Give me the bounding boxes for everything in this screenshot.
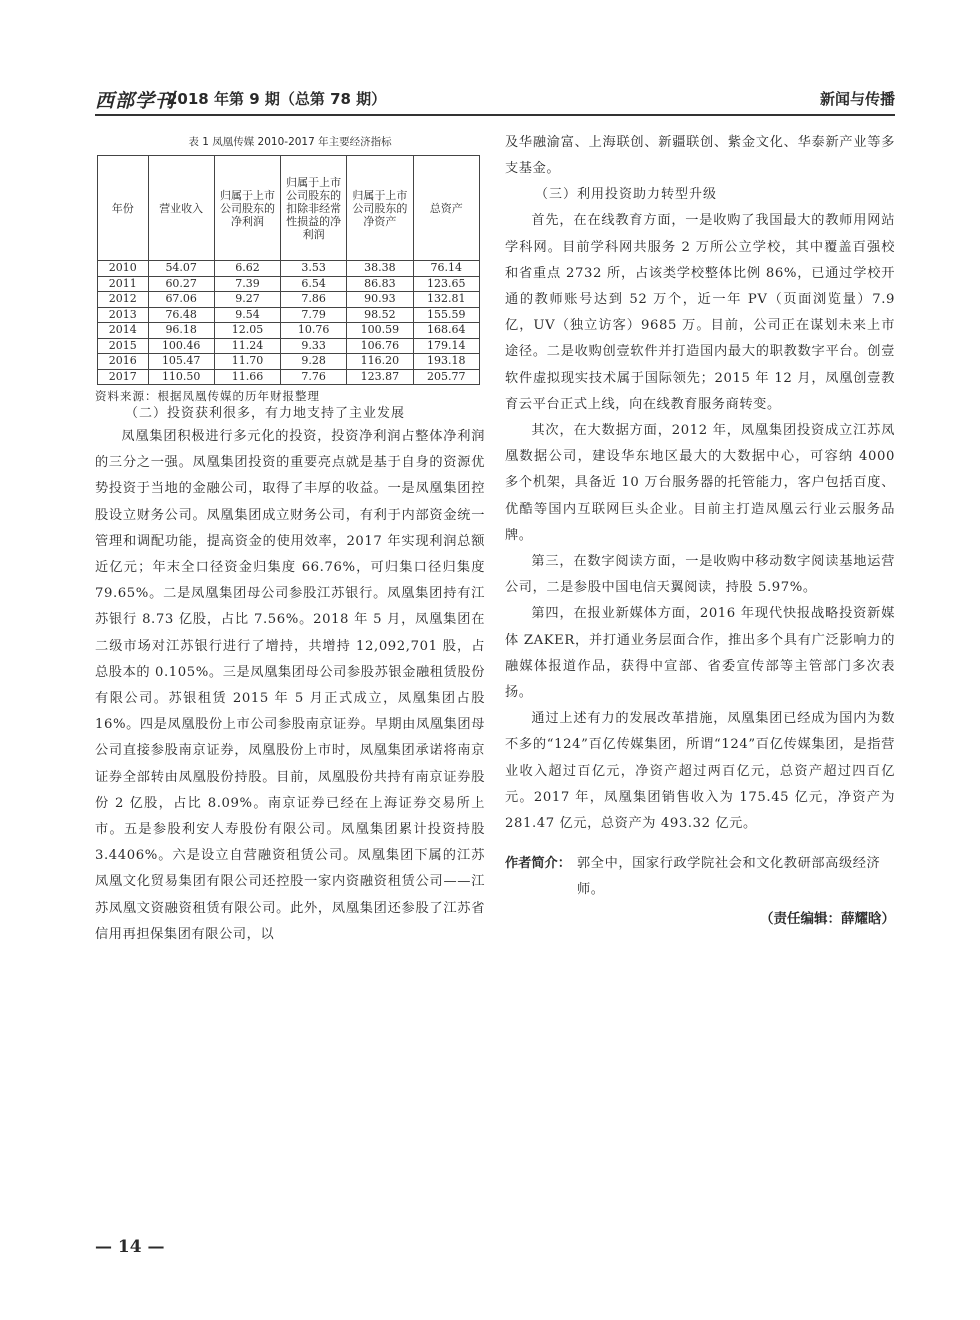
responsible-editor: （责任编辑：薛耀晗） — [760, 911, 895, 928]
body-paragraph-online-education: 首先，在在线教育方面，一是收购了我国最大的教师用网站学科网。目前学科网共服务 2 万所公立学校，其中覆盖百强校和省重点 2732 所，占该类学校整体比例 86%，已通过学校开通的教师账号达到 52 万个，近一年 PV（页面浏览量）7.9 亿，UV（独立访客）9685 万。目前，公司正在谋划未来上市途径。二是收购创壹软件并打造国内最大的职教数字平台。创壹软件虚拟现实技术属于国际领先；2015 年 12 月，凤凰创壹教育云平台正式上线，向在线教育服务商转变。 — [505, 213, 895, 412]
cell-net-profit: 11.66 — [214, 369, 280, 385]
cell-net-assets: 100.59 — [347, 323, 413, 339]
table-row — [98, 338, 480, 354]
header-adjusted-net-profit: 归属于上市公司股东的扣除非经常性损益的净利润 — [281, 156, 347, 261]
cell-revenue: 105.47 — [148, 354, 214, 370]
author-label: 作者简介： — [505, 856, 571, 872]
cell-adjusted-net-profit: 7.86 — [281, 292, 347, 308]
cell-net-assets: 98.52 — [347, 307, 413, 323]
cell-year: 2013 — [98, 307, 149, 323]
table-row — [98, 323, 480, 339]
table-row — [98, 276, 480, 292]
running-header — [95, 86, 895, 114]
cell-adjusted-net-profit: 7.79 — [281, 307, 347, 323]
cell-total-assets: 179.14 — [413, 338, 479, 354]
cell-revenue: 76.48 — [148, 307, 214, 323]
cell-net-profit: 9.54 — [214, 307, 280, 323]
table-caption: 表 1 凤凰传媒 2010-2017 年主要经济指标 — [188, 136, 392, 148]
left-column — [95, 130, 485, 948]
cell-total-assets: 155.59 — [413, 307, 479, 323]
header-total-assets: 总资产 — [413, 156, 479, 261]
body-paragraph-digital-reading: 第三，在数字阅读方面，一是收购中移动数字阅读基地运营公司，二是参股中国电信天翼阅读，持股 5.97%。 — [505, 554, 895, 596]
economic-indicators-table — [97, 155, 480, 385]
cell-revenue: 54.07 — [148, 261, 214, 277]
cell-total-assets: 123.65 — [413, 276, 479, 292]
cell-net-profit: 6.62 — [214, 261, 280, 277]
body-paragraph-continued: 及华融渝富、上海联创、新疆联创、紫金文化、华泰新产业等多支基金。 — [505, 135, 895, 177]
page-number: — 14 — — [95, 1237, 165, 1257]
cell-net-assets: 116.20 — [347, 354, 413, 370]
cell-total-assets: 193.18 — [413, 354, 479, 370]
table-row — [98, 261, 480, 277]
table-source-note: 资料来源：根据凤凰传媒的历年财报整理 — [95, 389, 320, 403]
right-column — [505, 130, 895, 927]
cell-total-assets: 132.81 — [413, 292, 479, 308]
table-row — [98, 354, 480, 370]
cell-revenue: 100.46 — [148, 338, 214, 354]
cell-net-profit: 12.05 — [214, 323, 280, 339]
header-net-profit: 归属于上市公司股东的净利润 — [214, 156, 280, 261]
section-subhead-3: （三）利用投资助力转型升级 — [535, 187, 718, 203]
cell-net-assets: 38.38 — [347, 261, 413, 277]
cell-adjusted-net-profit: 9.28 — [281, 354, 347, 370]
cell-adjusted-net-profit: 10.76 — [281, 323, 347, 339]
header-rule — [95, 114, 895, 116]
cell-year: 2015 — [98, 338, 149, 354]
cell-net-profit: 11.70 — [214, 354, 280, 370]
cell-net-profit: 11.24 — [214, 338, 280, 354]
table-header-row — [98, 156, 480, 261]
cell-total-assets: 168.64 — [413, 323, 479, 339]
body-paragraph: 凤凰集团积极进行多元化的投资，投资净利润占整体净利润的三分之一强。凤凰集团投资的重要亮点就是基于自身的资源优势投资于当地的金融公司，取得了丰厚的收益。一是凤凰集团控股设立财务公司。凤凰集团成立财务公司，有利于内部资金统一管理和调配功能，提高资金的使用效率，2017 年实现利润总额近亿元；年末全口径资金归集度 66.76%，可归集口径归集度 79.65%。二是凤凰集团母公司参股江苏银行。凤凰集团持有江苏银行 8.73 亿股，占比 7.56%。2018 年 5 月，凤凰集团在二级市场对江苏银行进行了增持，共增持 12,092,701 股，占总股本的 0.105%。三是凤凰集团母公司参股苏银金融租赁股份有限公司。苏银租赁 2015 年 5 月正式成立，凤凰集团占股 16%。四是凤凰股份上市公司参股南京证券。早期由凤凰集团母公司直接参股南京证券，凤凰股份上市时，凤凰集团承诺将南京证券全部转由凤凰股份持股。目前，凤凰股份共持有南京证券股份 2 亿股，占比 8.09%。南京证券已经在上海证券交易所上市。五是参股利安人寿股份有限公司。凤凰集团累计投资持股 3.4406%。六是设立自营融资租赁公司。凤凰集团下属的江苏凤凰文化贸易集团有限公司还控股一家内资融资租赁公司——江苏凤凰文资融资租赁有限公司。此外，凤凰集团还参股了江苏省信用再担保集团有限公司，以 — [95, 429, 485, 942]
table-row — [98, 307, 480, 323]
cell-net-profit: 7.39 — [214, 276, 280, 292]
table-row — [98, 369, 480, 385]
body-paragraph-conclusion: 通过上述有力的发展改革措施，凤凰集团已经成为国内为数不多的“124”百亿传媒集团，所谓“124”百亿传媒集团，是指营业收入超过百亿元，净资产超过两百亿元，总资产超过四百亿元。2017 年，凤凰集团销售收入为 175.45 亿元，净资产为 281.47 亿元，总资产为 493.32 亿元。 — [505, 711, 895, 832]
cell-total-assets: 76.14 — [413, 261, 479, 277]
cell-year: 2012 — [98, 292, 149, 308]
table-row — [98, 292, 480, 308]
cell-net-assets: 106.76 — [347, 338, 413, 354]
cell-adjusted-net-profit: 3.53 — [281, 261, 347, 277]
cell-net-assets: 90.93 — [347, 292, 413, 308]
cell-year: 2014 — [98, 323, 149, 339]
section-subhead-2: （二）投资获利很多，有力地支持了主业发展 — [125, 406, 406, 421]
header-year: 年份 — [98, 156, 149, 261]
cell-revenue: 110.50 — [148, 369, 214, 385]
cell-adjusted-net-profit: 7.76 — [281, 369, 347, 385]
cell-adjusted-net-profit: 9.33 — [281, 338, 347, 354]
cell-revenue: 96.18 — [148, 323, 214, 339]
cell-year: 2016 — [98, 354, 149, 370]
cell-revenue: 60.27 — [148, 276, 214, 292]
issue-info: 2018 年第 9 期（总第 78 期） — [167, 90, 387, 108]
cell-net-profit: 9.27 — [214, 292, 280, 308]
cell-year: 2011 — [98, 276, 149, 292]
journal-logo: 西部学刊 — [95, 90, 176, 112]
header-revenue: 营业收入 — [148, 156, 214, 261]
cell-revenue: 67.06 — [148, 292, 214, 308]
cell-adjusted-net-profit: 6.54 — [281, 276, 347, 292]
cell-year: 2017 — [98, 369, 149, 385]
author-text: 郭全中，国家行政学院社会和文化教研部高级经济师。 — [577, 856, 881, 898]
header-net-assets: 归属于上市公司股东的净资产 — [347, 156, 413, 261]
cell-net-assets: 86.83 — [347, 276, 413, 292]
cell-net-assets: 123.87 — [347, 369, 413, 385]
cell-year: 2010 — [98, 261, 149, 277]
cell-total-assets: 205.77 — [413, 369, 479, 385]
section-name: 新闻与传播 — [819, 90, 895, 108]
body-paragraph-new-media: 第四，在报业新媒体方面，2016 年现代快报战略投资新媒体 ZAKER，并打通业务层面合作，推出多个具有广泛影响力的融媒体报道作品，获得中宣部、省委宣传部等主管部门多次表扬。 — [505, 606, 895, 701]
author-bio — [505, 851, 895, 903]
body-paragraph-big-data: 其次，在大数据方面，2012 年，凤凰集团投资成立江苏凤凰数据公司，建设华东地区最大的大数据中心，可容纳 4000 多个机架，具备近 10 万台服务器的托管能力，客户包括百度、优酷等国内互联网巨头企业。目前主打造凤凰云行业云服务品牌。 — [505, 423, 895, 543]
